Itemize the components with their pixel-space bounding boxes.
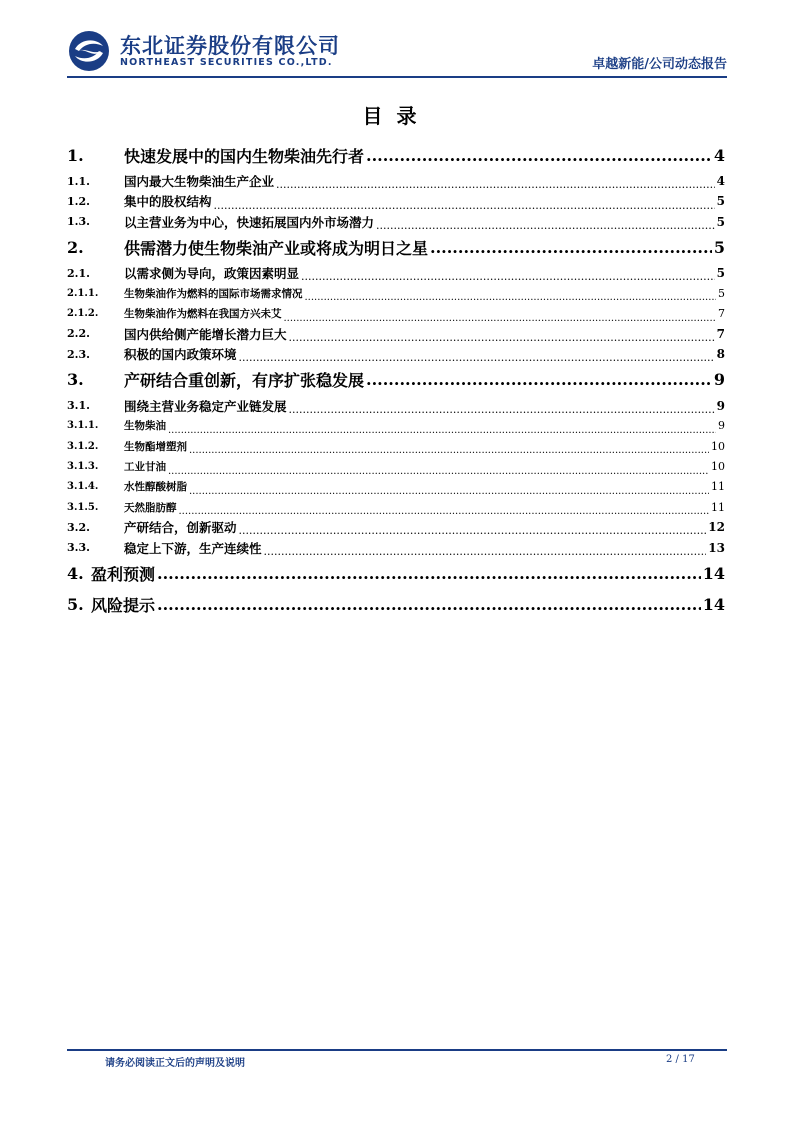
toc-entry[interactable]: 3.1.5. 天然脂肪醇 ..... 11	[67, 497, 725, 517]
toc-entry[interactable]: 3.2. 产研结合，创新驱动 ..... 12	[67, 517, 725, 537]
toc-entry[interactable]: 2.1.2. 生物柴油作为燃料在我国方兴未艾 ..... 7	[67, 303, 725, 323]
page-header	[67, 26, 727, 76]
company-logo-icon	[67, 29, 111, 73]
toc-entry[interactable]: 3.1. 围绕主营业务稳定产业链发展 ..... 9	[67, 395, 725, 415]
company-name-en: NORTHEAST SECURITIES CO.,LTD.	[120, 57, 333, 68]
toc-entry[interactable]: 3. 产研结合重创新，有序扩张稳发展 ..... 9	[67, 364, 725, 395]
toc-entry[interactable]: 2. 供需潜力使生物柴油产业或将成为明日之星 ..... 5	[67, 232, 725, 263]
footer-divider	[67, 1049, 727, 1051]
toc-entry[interactable]: 3.1.4. 水性醇酸树脂 ..... 11	[67, 477, 725, 497]
report-type: 卓越新能/公司动态报告	[592, 57, 727, 72]
company-name-cn: 东北证券股份有限公司	[120, 34, 340, 58]
toc-entry[interactable]: 1. 快速发展中的国内生物柴油先行者 ..... 4	[67, 140, 725, 171]
toc-entry[interactable]: 2.3. 积极的国内政策环境 ..... 8	[67, 344, 725, 364]
toc-entry[interactable]: 1.3. 以主营业务为中心，快速拓展国内外市场潜力 ..... 5	[67, 212, 725, 232]
toc-entry[interactable]: 3.1.3. 工业甘油 ..... 10	[67, 456, 725, 476]
header-divider	[67, 76, 727, 78]
toc-entry[interactable]: 1.1. 国内最大生物柴油生产企业 ..... 4	[67, 171, 725, 191]
toc-entry[interactable]: 3.1.1. 生物柴油 ..... 9	[67, 416, 725, 436]
toc-entry[interactable]: 1.2. 集中的股权结构 ..... 5	[67, 191, 725, 211]
toc-entry[interactable]: 3.3. 稳定上下游，生产连续性 ..... 13	[67, 537, 725, 557]
table-of-contents	[67, 140, 725, 620]
toc-entry[interactable]: 3.1.2. 生物酯增塑剂 ..... 10	[67, 436, 725, 456]
page-number: 2 / 17	[666, 1054, 695, 1065]
disclaimer-note: 请务必阅读正文后的声明及说明	[105, 1058, 245, 1069]
page-title: 目录	[362, 104, 431, 128]
toc-entry[interactable]: 2.2. 国内供给侧产能增长潜力巨大 ..... 7	[67, 324, 725, 344]
toc-entry[interactable]: 2.1. 以需求侧为导向，政策因素明显 ..... 5	[67, 263, 725, 283]
toc-entry[interactable]: 5. 风险提示 ..... 14	[67, 589, 725, 620]
toc-entry[interactable]: 2.1.1. 生物柴油作为燃料的国际市场需求情况 ..... 5	[67, 283, 725, 303]
toc-entry[interactable]: 4. 盈利预测 ..... 14	[67, 558, 725, 589]
